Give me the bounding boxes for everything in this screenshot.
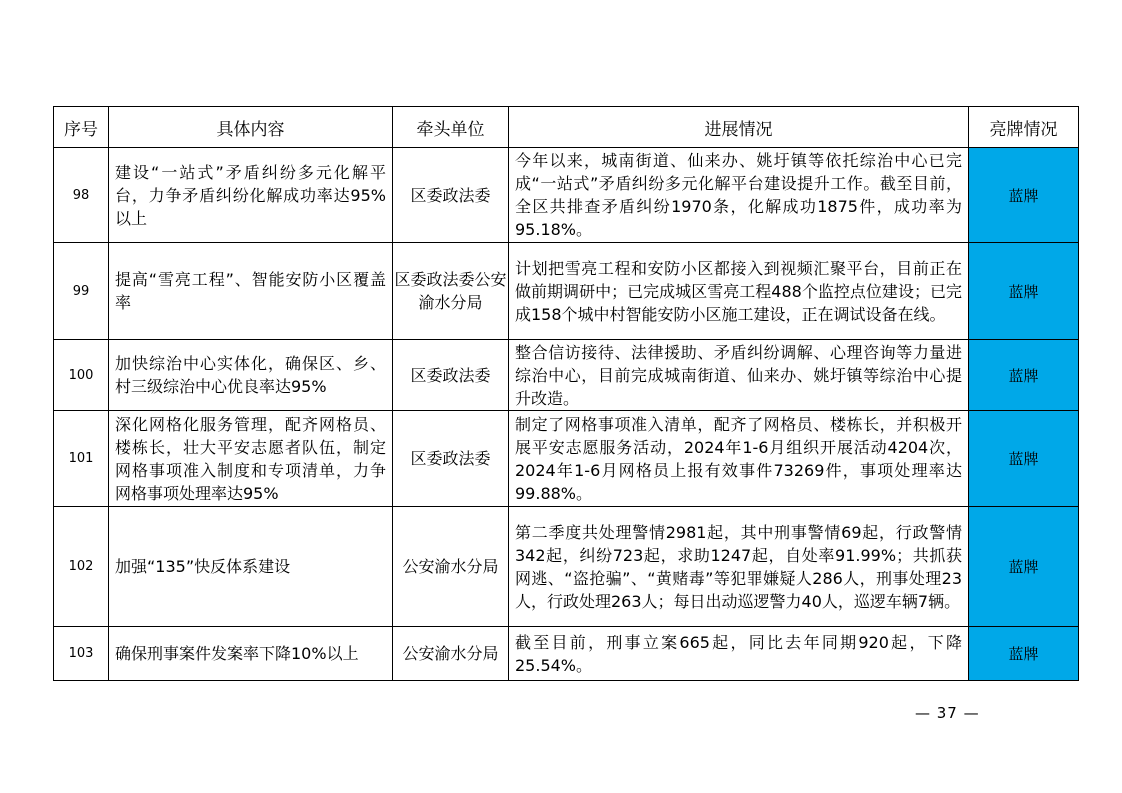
row-progress: 截至目前，刑事立案665起，同比去年同期920起，下降25.54%。 — [509, 627, 969, 681]
status-badge: 蓝牌 — [969, 243, 1079, 340]
header-status: 亮牌情况 — [969, 107, 1079, 148]
row-unit: 公安渝水分局 — [393, 627, 509, 681]
header-unit: 牵头单位 — [393, 107, 509, 148]
row-unit: 区委政法委 — [393, 340, 509, 411]
row-progress: 制定了网格事项准入清单，配齐了网格员、楼栋长，并积极开展平安志愿服务活动，2024年1-6月组织开展活动4204次，2024年1-6月网格员上报有效事件73269件，事项处理率达99.88%。 — [509, 411, 969, 507]
row-content: 提高“雪亮工程”、智能安防小区覆盖率 — [109, 243, 393, 340]
table-row — [54, 340, 1079, 411]
row-number: 101 — [54, 411, 109, 507]
header-content: 具体内容 — [109, 107, 393, 148]
status-badge: 蓝牌 — [969, 507, 1079, 627]
row-number: 103 — [54, 627, 109, 681]
row-unit: 区委政法委公安渝水分局 — [393, 243, 509, 340]
page-number: — 37 — — [915, 704, 980, 722]
table-header-row — [54, 107, 1079, 148]
status-badge: 蓝牌 — [969, 627, 1079, 681]
row-progress: 计划把雪亮工程和安防小区都接入到视频汇聚平台，目前正在做前期调研中；已完成城区雪亮工程488个监控点位建设；已完成158个城中村智能安防小区施工建设，正在调试设备在线。 — [509, 243, 969, 340]
table-row — [54, 411, 1079, 507]
row-unit: 区委政法委 — [393, 411, 509, 507]
row-unit: 区委政法委 — [393, 148, 509, 243]
table-row — [54, 627, 1079, 681]
status-badge: 蓝牌 — [969, 148, 1079, 243]
row-number: 100 — [54, 340, 109, 411]
row-unit: 公安渝水分局 — [393, 507, 509, 627]
row-progress: 今年以来，城南街道、仙来办、姚圩镇等依托综治中心已完成“一站式”矛盾纠纷多元化解平台建设提升工作。截至目前，全区共排查矛盾纠纷1970条，化解成功1875件，成功率为95.18%。 — [509, 148, 969, 243]
row-content: 加强“135”快反体系建设 — [109, 507, 393, 627]
row-content: 加快综治中心实体化，确保区、乡、村三级综治中心优良率达95% — [109, 340, 393, 411]
table-row — [54, 148, 1079, 243]
header-progress: 进展情况 — [509, 107, 969, 148]
row-progress: 整合信访接待、法律援助、矛盾纠纷调解、心理咨询等力量进综治中心，目前完成城南街道、仙来办、姚圩镇等综治中心提升改造。 — [509, 340, 969, 411]
row-number: 98 — [54, 148, 109, 243]
row-number: 99 — [54, 243, 109, 340]
row-content: 建设“一站式”矛盾纠纷多元化解平台，力争矛盾纠纷化解成功率达95%以上 — [109, 148, 393, 243]
status-badge: 蓝牌 — [969, 411, 1079, 507]
table-row — [54, 243, 1079, 340]
progress-table — [53, 106, 1079, 681]
row-content: 深化网格化服务管理，配齐网格员、楼栋长，壮大平安志愿者队伍，制定网格事项准入制度和专项清单，力争网格事项处理率达95% — [109, 411, 393, 507]
table-row — [54, 507, 1079, 627]
status-badge: 蓝牌 — [969, 340, 1079, 411]
row-progress: 第二季度共处理警情2981起，其中刑事警情69起，行政警情342起，纠纷723起，求助1247起，自处率91.99%；共抓获网逃、“盗抢骗”、“黄赌毒”等犯罪嫌疑人286人，刑事处理23人，行政处理263人；每日出动巡逻警力40人，巡逻车辆7辆。 — [509, 507, 969, 627]
row-content: 确保刑事案件发案率下降10%以上 — [109, 627, 393, 681]
row-number: 102 — [54, 507, 109, 627]
header-num: 序号 — [54, 107, 109, 148]
